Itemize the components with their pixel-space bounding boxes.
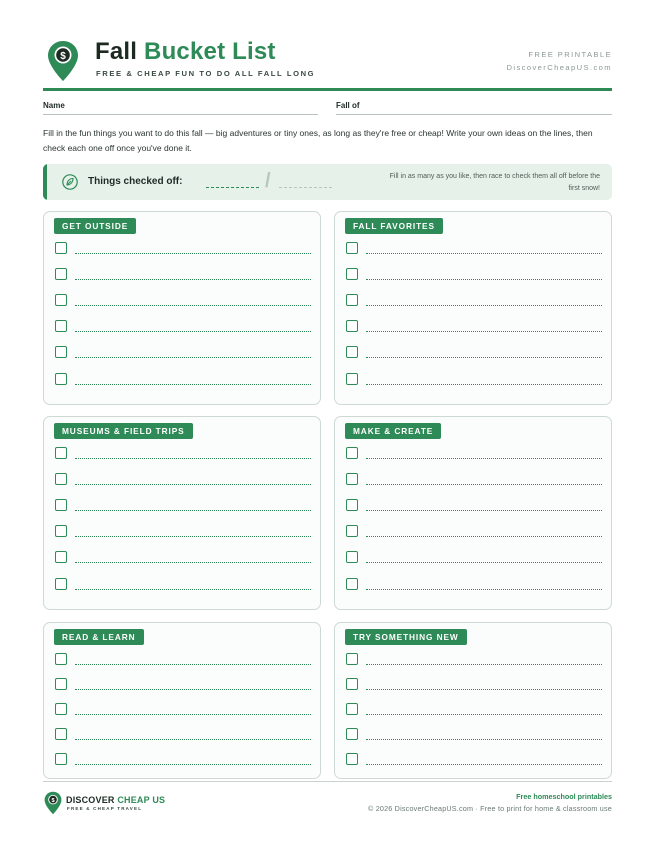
write-in-line[interactable]: [366, 739, 602, 740]
checkbox[interactable]: [346, 373, 358, 385]
checkbox[interactable]: [346, 753, 358, 765]
checkbox[interactable]: [346, 551, 358, 563]
write-in-line[interactable]: [366, 458, 602, 459]
checkbox[interactable]: [55, 703, 67, 715]
checkbox[interactable]: [346, 678, 358, 690]
dollar-pin-icon: [47, 40, 79, 82]
write-in-line[interactable]: [75, 253, 311, 254]
checkbox[interactable]: [55, 346, 67, 358]
section-title: MAKE & CREATE: [345, 423, 441, 439]
header-right: [506, 48, 612, 74]
write-in-line[interactable]: [366, 589, 602, 590]
list-item: [55, 703, 311, 717]
list-item: [55, 499, 311, 513]
write-in-line[interactable]: [75, 714, 311, 715]
write-in-line[interactable]: [75, 357, 311, 358]
checkbox[interactable]: [346, 499, 358, 511]
checkbox[interactable]: [346, 653, 358, 665]
list-item: [346, 294, 602, 308]
write-in-line[interactable]: [366, 689, 602, 690]
checkbox[interactable]: [346, 294, 358, 306]
list-item: [346, 447, 602, 461]
title-accent: Bucket List: [144, 38, 276, 65]
list-item: [346, 473, 602, 487]
checkbox[interactable]: [346, 525, 358, 537]
checkbox[interactable]: [55, 578, 67, 590]
checkbox[interactable]: [346, 703, 358, 715]
list-item: [55, 320, 311, 334]
checkbox[interactable]: [346, 320, 358, 332]
write-in-line[interactable]: [366, 384, 602, 385]
write-in-line[interactable]: [366, 536, 602, 537]
section-get-outside: [43, 211, 321, 405]
page-header: [43, 36, 612, 86]
section-read-learn: [43, 622, 321, 779]
list-item: [55, 373, 311, 387]
checkbox[interactable]: [55, 653, 67, 665]
section-title: FALL FAVORITES: [345, 218, 443, 234]
total-count-blank[interactable]: [279, 187, 332, 188]
checkbox[interactable]: [55, 294, 67, 306]
name-field[interactable]: [43, 114, 318, 115]
fall-of-label: Fall of: [336, 101, 360, 110]
dollar-pin-icon: [44, 791, 62, 815]
header-divider: [43, 88, 612, 91]
checkbox[interactable]: [346, 578, 358, 590]
intro-text: Fill in the fun things you want to do this fall — big adventures or tiny ones, as long as they're free or cheap! Write your own ideas on the lines, then check each one off once you've done it.: [43, 128, 593, 153]
checkbox[interactable]: [55, 242, 67, 254]
list-item: [346, 346, 602, 360]
list-item: [55, 242, 311, 256]
list-item: [346, 653, 602, 667]
write-in-line[interactable]: [75, 279, 311, 280]
counter-panel: [43, 164, 612, 200]
write-in-line[interactable]: [75, 764, 311, 765]
write-in-line[interactable]: [366, 510, 602, 511]
section-fall-favorites: [334, 211, 612, 405]
checkbox[interactable]: [346, 242, 358, 254]
section-title: GET OUTSIDE: [54, 218, 136, 234]
list-item: [55, 578, 311, 592]
write-in-line[interactable]: [366, 484, 602, 485]
checked-count-blank[interactable]: [206, 187, 259, 188]
checkbox[interactable]: [346, 447, 358, 459]
checkbox[interactable]: [55, 268, 67, 280]
write-in-line[interactable]: [366, 562, 602, 563]
footer-tagline: FREE & CHEAP TRAVEL: [67, 806, 143, 811]
write-in-line[interactable]: [366, 279, 602, 280]
write-in-line[interactable]: [366, 714, 602, 715]
section-make-create: [334, 416, 612, 610]
list-item: [55, 294, 311, 308]
write-in-line[interactable]: [75, 384, 311, 385]
checkbox[interactable]: [55, 373, 67, 385]
list-item: [346, 373, 602, 387]
section-title: TRY SOMETHING NEW: [345, 629, 467, 645]
section-title: READ & LEARN: [54, 629, 144, 645]
list-item: [346, 268, 602, 282]
write-in-line[interactable]: [75, 305, 311, 306]
list-item: [346, 320, 602, 334]
checkbox[interactable]: [346, 346, 358, 358]
checkbox[interactable]: [55, 499, 67, 511]
write-in-line[interactable]: [75, 739, 311, 740]
write-in-line[interactable]: [366, 253, 602, 254]
write-in-line[interactable]: [75, 589, 311, 590]
section-title: MUSEUMS & FIELD TRIPS: [54, 423, 193, 439]
footer-copyright: © 2026 DiscoverCheapUS.com · Free to print for home & classroom use: [368, 804, 612, 813]
page-subtitle: FREE & CHEAP FUN TO DO ALL FALL LONG: [96, 69, 316, 78]
checkbox[interactable]: [55, 473, 67, 485]
page-title: [95, 38, 276, 66]
write-in-line[interactable]: [75, 510, 311, 511]
checkbox[interactable]: [55, 551, 67, 563]
list-item: [346, 499, 602, 513]
write-in-line[interactable]: [75, 458, 311, 459]
leaf-icon: [62, 174, 78, 190]
checkbox[interactable]: [55, 728, 67, 740]
list-item: [346, 242, 602, 256]
checkbox[interactable]: [55, 753, 67, 765]
site-url[interactable]: DiscoverCheapUS.com: [506, 63, 612, 72]
counter-note: Fill in as many as you like, then race to check them all off before the first snow!: [389, 173, 600, 192]
list-item: [346, 753, 602, 767]
write-in-line[interactable]: [366, 331, 602, 332]
list-item: [346, 551, 602, 565]
fall-of-field[interactable]: [336, 114, 612, 115]
checkbox[interactable]: [55, 320, 67, 332]
name-label: Name: [43, 101, 65, 110]
footer-printables-label: Free homeschool printables: [516, 792, 612, 801]
section-museums-field-trips: [43, 416, 321, 610]
write-in-line[interactable]: [366, 357, 602, 358]
list-item: [55, 525, 311, 539]
write-in-line[interactable]: [75, 536, 311, 537]
write-in-line[interactable]: [366, 664, 602, 665]
free-printable-label: FREE PRINTABLE: [528, 50, 612, 59]
list-item: [55, 728, 311, 742]
checkbox[interactable]: [55, 447, 67, 459]
checkbox[interactable]: [346, 728, 358, 740]
list-item: [55, 473, 311, 487]
write-in-line[interactable]: [366, 764, 602, 765]
write-in-line[interactable]: [75, 562, 311, 563]
list-item: [55, 268, 311, 282]
list-item: [346, 728, 602, 742]
checkbox[interactable]: [55, 678, 67, 690]
list-item: [55, 653, 311, 667]
write-in-line[interactable]: [75, 689, 311, 690]
list-item: [346, 525, 602, 539]
footer-brand: [66, 795, 165, 805]
footer-brand-accent: CHEAP US: [117, 795, 166, 805]
counter-accent-bar: [43, 164, 47, 200]
footer-brand-main: DISCOVER: [66, 795, 115, 805]
counter-label: Things checked off:: [88, 176, 183, 187]
title-main: Fall: [95, 38, 138, 65]
checkbox[interactable]: [346, 473, 358, 485]
checkbox[interactable]: [55, 525, 67, 537]
list-item: [55, 346, 311, 360]
write-in-line[interactable]: [75, 331, 311, 332]
write-in-line[interactable]: [366, 305, 602, 306]
footer-divider: [43, 781, 612, 782]
list-item: [55, 753, 311, 767]
svg-text:$: $: [51, 797, 55, 804]
list-item: [55, 447, 311, 461]
list-item: [55, 551, 311, 565]
counter-separator: /: [265, 170, 271, 192]
list-item: [346, 678, 602, 692]
svg-text:$: $: [60, 51, 66, 62]
checkbox[interactable]: [346, 268, 358, 280]
write-in-line[interactable]: [75, 664, 311, 665]
section-try-something-new: [334, 622, 612, 779]
list-item: [55, 678, 311, 692]
list-item: [346, 578, 602, 592]
list-item: [346, 703, 602, 717]
write-in-line[interactable]: [75, 484, 311, 485]
